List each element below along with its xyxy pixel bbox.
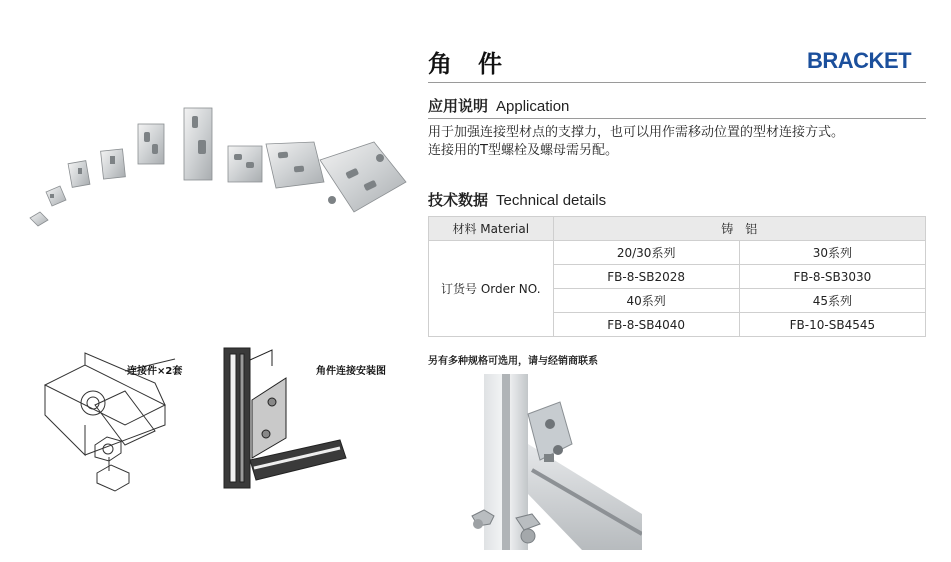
bracket-install-photo bbox=[432, 374, 642, 550]
application-line-1: 用于加强连接型材点的支撑力，也可以用作需移动位置的型材连接方式。 bbox=[428, 125, 845, 140]
spec-table bbox=[428, 216, 926, 337]
material-value: 铸 铝 bbox=[553, 217, 925, 241]
order-code: FB-10-SB4545 bbox=[739, 313, 925, 337]
technical-heading bbox=[428, 189, 606, 210]
application-heading-en: Application bbox=[496, 98, 570, 115]
series-name: 45系列 bbox=[739, 289, 925, 313]
application-heading-cn: 应用说明 bbox=[428, 97, 489, 115]
availability-note: 另有多种规格可选用，请与经销商联系 bbox=[428, 356, 598, 367]
series-name: 30系列 bbox=[739, 241, 925, 265]
order-code: FB-8-SB2028 bbox=[553, 265, 739, 289]
technical-heading-en: Technical details bbox=[496, 192, 607, 209]
application-line-2: 连接用的T型螺栓及螺母需另配。 bbox=[428, 143, 618, 158]
table-row bbox=[429, 217, 926, 241]
page-title-english: BRACKET bbox=[807, 48, 912, 73]
series-name: 20/30系列 bbox=[553, 241, 739, 265]
application-heading bbox=[428, 95, 569, 116]
order-code: FB-8-SB3030 bbox=[739, 265, 925, 289]
frame-install-label: 角件连接安装图 bbox=[316, 366, 386, 377]
series-name: 40系列 bbox=[553, 289, 739, 313]
order-number-label: 订货号 Order NO. bbox=[429, 241, 554, 337]
application-text bbox=[428, 124, 928, 160]
connector-label: 连接件×2套 bbox=[127, 366, 183, 377]
header-divider bbox=[428, 82, 926, 83]
application-divider bbox=[428, 118, 926, 119]
material-label: 材料 Material bbox=[429, 217, 554, 241]
table-row bbox=[429, 241, 926, 265]
page-title: 角件 bbox=[428, 50, 528, 78]
order-code: FB-8-SB4040 bbox=[553, 313, 739, 337]
bracket-lineup-image bbox=[20, 100, 420, 260]
technical-heading-cn: 技术数据 bbox=[428, 191, 489, 209]
